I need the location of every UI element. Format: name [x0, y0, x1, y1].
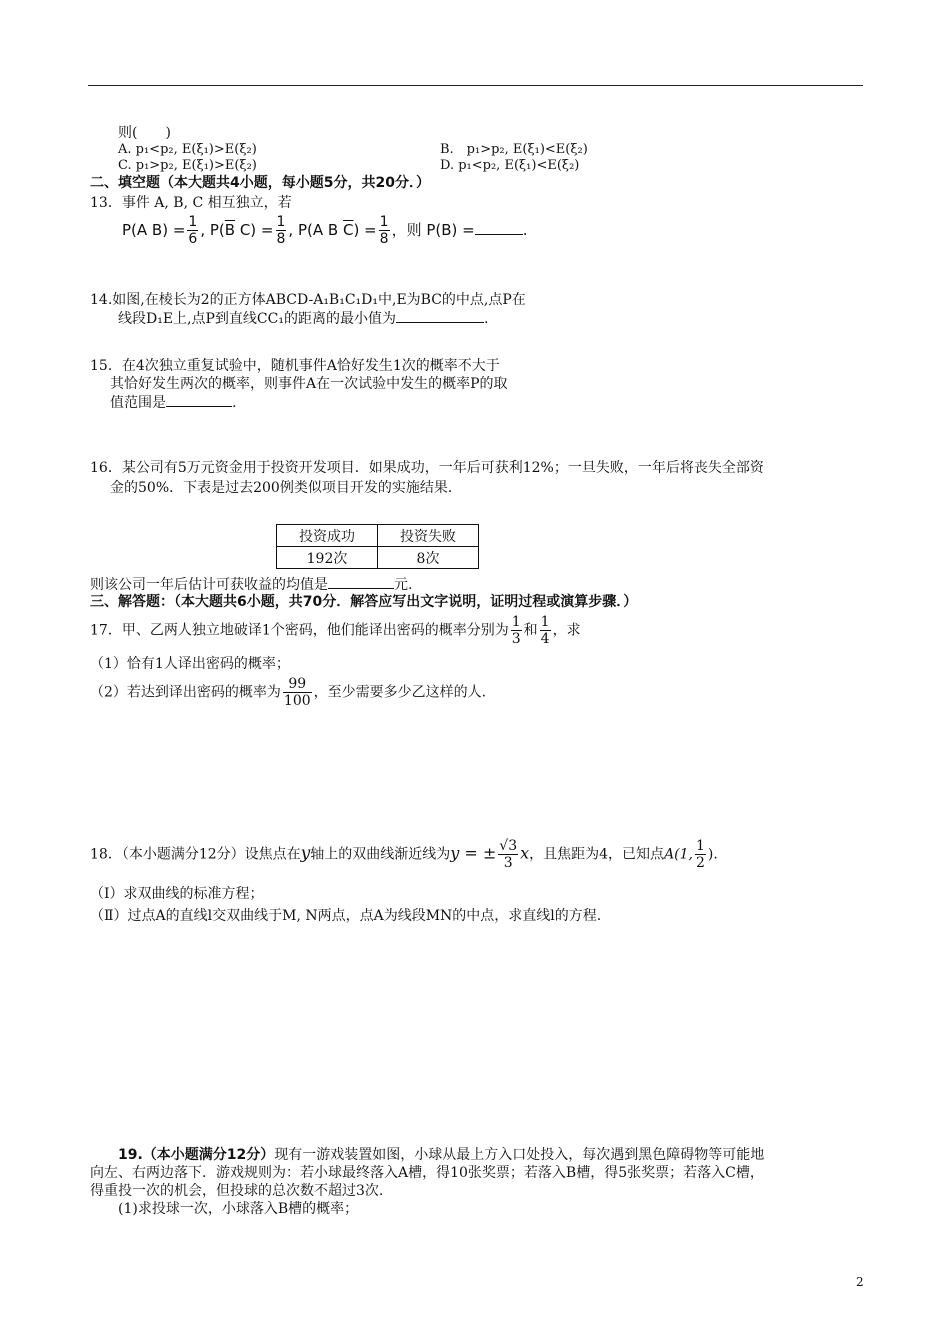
table-row [277, 547, 479, 569]
q12-option-d: D. p₁<p₂, E(ξ₁)<E(ξ₂) [440, 158, 580, 173]
q13-term1: P(A B) = [122, 221, 186, 239]
q17-part1: （1）恰有1人译出密码的概率； [90, 656, 290, 672]
q13-formula: P(A B) = $\frac{1}{6}$ , $P(\overline{B}$ C) = $\frac{1}{8}$ , P(A B $\overline{C}$) = $\frac{1}{8}$ ，则 P(B) = . [122, 214, 528, 247]
section-solutions-heading: 三、解答题：（本大题共6小题，共70分．解答应写出文字说明，证明过程或演算步骤．） [90, 594, 638, 610]
q13-fraction2: $\frac{1}{8}$ [276, 214, 286, 247]
page-number: 2 [856, 1275, 864, 1289]
q18-asymptote-fraction: $\frac{√3}{3}$ [499, 838, 518, 871]
table-cell-success-count: 192次 [277, 547, 378, 569]
q13-line1: 13．事件 A, B, C 相互独立，若 [90, 195, 292, 211]
q15-answer-blank[interactable] [166, 394, 232, 407]
q17-line1: 17．甲、乙两人独立地破译1个密码，他们能译出密码的概率分别为 $\frac{1}{3}$ 和 $\frac{1}{4}$ ，求 [90, 614, 581, 647]
table-header-failure: 投资失败 [378, 525, 479, 547]
table-cell-failure-count: 8次 [378, 547, 479, 569]
q12-option-c: C. p₁>p₂, E(ξ₁)>E(ξ₂) [118, 158, 257, 173]
q12-option-a: A. p₁<p₂, E(ξ₁)>E(ξ₂) [118, 142, 257, 157]
q16-answer-blank[interactable] [328, 576, 394, 589]
investment-results-table [276, 524, 479, 569]
q18-line1: 18．（本小题满分12分）设焦点在y轴上的双曲线渐近线为y = ± $\frac{√3}{3}$ x，且焦距为4，已知点A(1, $\frac{1}{2}$ ). [90, 838, 718, 871]
q16-line2: 金的50%．下表是过去200例类似项目开发的实施结果． [110, 480, 462, 496]
q15-line1: 15．在4次独立重复试验中，随机事件A恰好发生1次的概率不大于 [90, 358, 500, 374]
q17-fraction1: $\frac{1}{3}$ [511, 614, 521, 647]
q13-fraction1: $\frac{1}{6}$ [188, 214, 198, 247]
q18-point-fraction: $\frac{1}{2}$ [696, 838, 705, 871]
q14-line1: 14.如图,在棱长为2的正方体ABCD-A₁B₁C₁D₁中,E为BC的中点,点P在 [90, 292, 526, 308]
q19-line2: 向左、右两边落下．游戏规则为：若小球最终落入A槽，得10张奖票；若落入B槽，得5张奖票；若落入C槽， [90, 1165, 764, 1181]
q13-fraction3: $\frac{1}{8}$ [379, 214, 389, 247]
q16-line1: 16．某公司有5万元资金用于投资开发项目．如果成功，一年后可获利12%；一旦失败，一年后将丧失全部资 [90, 460, 764, 476]
q14-line2: 线段D₁E上,点P到直线CC₁的距离的最小值为 . [118, 311, 489, 327]
q17-part2: （2）若达到译出密码的概率为 $\frac{99}{100}$ ，至少需要多少乙这样的人. [90, 676, 487, 709]
table-header-success: 投资成功 [277, 525, 378, 547]
section-fill-in-heading: 二、填空题（本大题共4小题，每小题5分，共20分．） [90, 175, 430, 191]
q17-fraction2: $\frac{1}{4}$ [540, 614, 550, 647]
q18-part2: （Ⅱ）过点A的直线l交双曲线于M, N两点，点A为线段MN的中点，求直线l的方程. [90, 908, 602, 924]
q16-line3: 则该公司一年后估计可获收益的均值是 元. [90, 577, 413, 593]
q18-part1: （Ⅰ）求双曲线的标准方程； [90, 886, 264, 902]
header-rule [88, 85, 863, 86]
q12-prompt: 则( ) [118, 125, 171, 141]
q15-line3: 值范围是 . [110, 395, 237, 411]
table-header-row [277, 525, 479, 547]
q12-option-b: B. p₁>p₂, E(ξ₁)<E(ξ₂) [440, 142, 588, 157]
q19-line1: 19.（本小题满分12分）现有一游戏装置如图，小球从最上方入口处投入，每次遇到黑色障碍物等可能地 [118, 1147, 765, 1163]
q15-line2: 其恰好发生两次的概率，则事件A在一次试验中发生的概率P的取 [110, 376, 508, 392]
q17-fraction3: $\frac{99}{100}$ [283, 676, 311, 709]
q19-part1: (1)求投球一次，小球落入B槽的概率； [118, 1201, 359, 1217]
q19-line3: 得重投一次的机会，但投球的总次数不超过3次. [90, 1183, 384, 1199]
q13-answer-blank[interactable] [475, 222, 523, 235]
q14-answer-blank[interactable] [396, 310, 484, 323]
